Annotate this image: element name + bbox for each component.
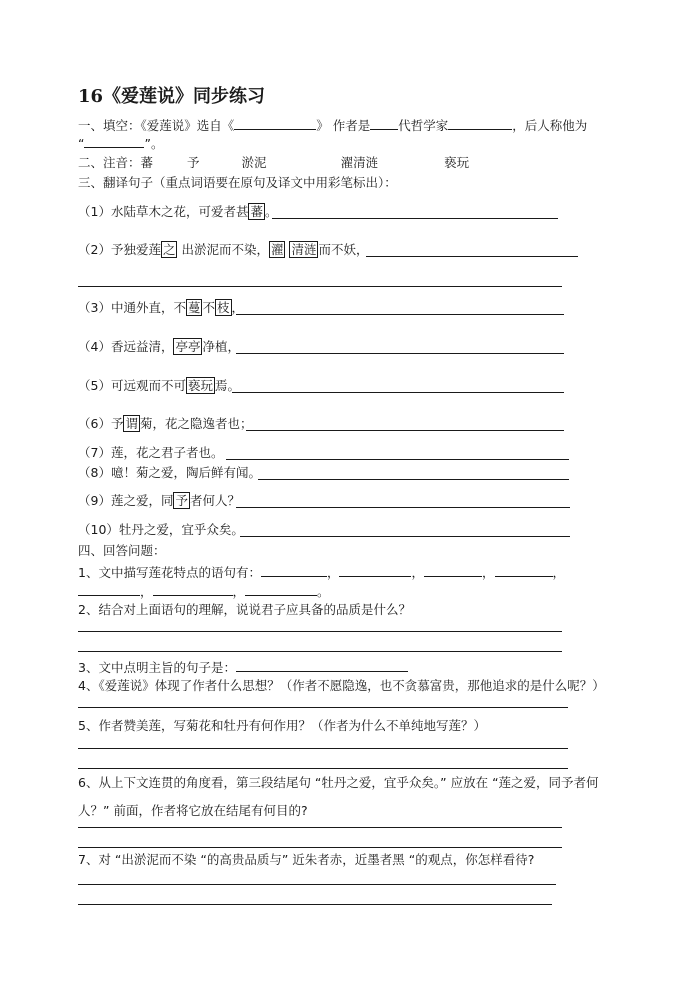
answer-item-5: 5、作者赞美莲，写菊花和牡丹有何作用？（作者为什么不单纯地写莲？） (78, 718, 486, 733)
a3-blank[interactable] (236, 659, 408, 672)
translate-item-6 (78, 416, 252, 432)
a1-blank-1[interactable] (261, 564, 327, 577)
q4-text: （4）香远益清， (78, 339, 174, 354)
q5-post: 焉。 (214, 378, 240, 393)
a1-blank-2[interactable] (339, 564, 411, 577)
q9-post: 者何人？ (189, 493, 240, 508)
answer-item-6-line-1: 6、从上下文连贯的角度看，第三段结尾句 “牡丹之爱，宜乎众矣。” 应放在 “莲之爱，同予者何 (78, 775, 599, 790)
q3-text: （3）中通外直，不 (78, 300, 186, 315)
q6-key-word: 谓 (125, 416, 138, 431)
q3-key-word-1: 蔓 (187, 300, 201, 315)
translate-item-10: （10）牡丹之爱，宜乎众矣。 (78, 522, 244, 537)
pinyin-word-3: 淤泥 (241, 155, 267, 170)
translate-item-8: （8）噫！菊之爱，陶后鲜有闻。 (78, 465, 261, 480)
a7-answer-line-2[interactable] (78, 904, 552, 905)
page-title: 16《爱莲说》同步练习 (78, 86, 266, 107)
answer-line-7[interactable] (226, 459, 569, 460)
a6-answer-line-2[interactable] (78, 847, 562, 848)
q3-key-word-2: 枝 (217, 300, 230, 315)
translate-item-2 (78, 242, 369, 258)
q4-key-word: 亭亭 (175, 339, 201, 354)
pinyin-word-2: 予 (187, 155, 200, 170)
q2-mid-1: 出淤泥而不染， (177, 242, 269, 257)
s1-text-a: 一、填空：《爱莲说》选自《 (78, 118, 235, 133)
a1-text: 1、文中描写莲花特点的语句有： (78, 565, 261, 580)
pinyin-word-1: 蕃 (140, 155, 154, 170)
a3-text: 3、文中点明主旨的句子是： (78, 660, 236, 675)
a5-answer-line-2[interactable] (78, 768, 568, 769)
answer-item-4: 4、《爱莲说》体现了作者什么思想？（作者不愿隐逸，也不贪慕富贵，那他追求的是什么呢？） (78, 678, 605, 693)
q9-text: （9）莲之爱，同 (78, 493, 174, 508)
q3-post: ， (231, 300, 245, 315)
translate-item-1 (78, 204, 278, 220)
pinyin-word-5: 亵玩 (444, 155, 470, 170)
q2-post: 而不妖， (318, 242, 369, 257)
a1-sep: ， (552, 565, 566, 580)
answer-item-6-line-2: 人？” 前面，作者将它放在结尾有何目的? (78, 803, 308, 818)
a1-sep: ， (326, 565, 340, 580)
section-2-pinyin (78, 155, 469, 171)
a1-blank-3[interactable] (424, 564, 482, 577)
answer-line-10[interactable] (240, 536, 570, 537)
answer-line-9[interactable] (236, 507, 570, 508)
s1-text-c: 代哲学家 (398, 118, 449, 133)
a5-answer-line-1[interactable] (78, 748, 568, 749)
q4-post: 净植， (202, 339, 240, 354)
a4-answer-line[interactable] (78, 707, 568, 708)
answer-line-2b[interactable] (78, 286, 562, 287)
answer-line-6[interactable] (246, 430, 564, 431)
translate-item-9 (78, 493, 240, 509)
a2-answer-line-2[interactable] (78, 651, 562, 652)
answer-item-1 (78, 564, 565, 581)
answer-line-3[interactable] (236, 314, 564, 315)
q2-text: （2）予独爱莲 (78, 242, 161, 257)
q3-mid: 不 (202, 300, 215, 315)
answer-line-5[interactable] (232, 392, 564, 393)
a1-sep: ， (140, 584, 153, 599)
a1-blank-6[interactable] (153, 583, 233, 596)
answer-item-3 (78, 659, 408, 676)
translate-item-3 (78, 300, 244, 316)
q9-key-word: 予 (175, 493, 188, 508)
q1-text: （1）水陆草木之花，可爱者甚 (78, 204, 249, 219)
blank-book-source[interactable] (234, 117, 316, 130)
answer-item-7: 7、对 “出淤泥而不染 “的高贵品质与” 近朱者赤，近墨者黑 “的观点，你怎样看待? (78, 852, 535, 867)
a2-answer-line-1[interactable] (78, 631, 562, 632)
a1-sep: ， (232, 584, 246, 599)
a1-blank-7[interactable] (245, 583, 317, 596)
s2-head: 二、注音： (78, 155, 141, 170)
blank-nickname[interactable] (84, 135, 144, 148)
answer-line-4[interactable] (236, 353, 564, 354)
a1-blank-5[interactable] (78, 583, 140, 596)
section-3-heading: 三、翻译句子（重点词语要在原句及译文中用彩笔标出）： (78, 175, 397, 190)
q1-key-word: 蕃 (250, 204, 263, 219)
q1-post: 。 (264, 204, 278, 219)
s1-text-e: “ (78, 136, 85, 151)
q2-key-word-1: 之 (162, 242, 176, 257)
answer-item-1-line-2 (78, 583, 330, 600)
pinyin-word-4: 濯清涟 (340, 155, 379, 170)
s1-text-f: ”。 (144, 136, 164, 151)
blank-dynasty[interactable] (370, 117, 398, 130)
blank-author[interactable] (448, 117, 512, 130)
answer-line-2a[interactable] (366, 256, 578, 257)
a1-sep: ， (482, 565, 495, 580)
q6-post: 菊，花之隐逸者也； (139, 416, 253, 431)
answer-line-1[interactable] (272, 218, 558, 219)
q5-text: （5）可远观而不可 (78, 378, 186, 393)
translate-item-7: （7）莲，花之君子者也。 (78, 445, 224, 460)
translate-item-5 (78, 378, 240, 394)
section-1-fill-blank (78, 117, 587, 134)
q6-text: （6）予 (78, 416, 124, 431)
q2-key-word-3: 清涟 (291, 242, 317, 257)
answer-line-8[interactable] (258, 479, 569, 480)
section-4-heading: 四、回答问题： (78, 543, 166, 558)
section-1-line-2 (78, 135, 163, 152)
a6-answer-line-1[interactable] (78, 827, 562, 828)
translate-item-4 (78, 339, 240, 355)
q5-key-word: 亵玩 (187, 378, 213, 393)
answer-item-2: 2、结合对上面语句的理解，说说君子应具备的品质是什么？ (78, 602, 411, 617)
q2-key-word-2: 濯 (270, 242, 284, 257)
a1-blank-4[interactable] (495, 564, 553, 577)
a7-answer-line-1[interactable] (78, 884, 556, 885)
s1-text-b: 》 作者是 (316, 118, 371, 133)
a1-sep: ， (411, 565, 424, 580)
a1-end: 。 (317, 584, 330, 599)
s1-text-d: ，后人称他为 (512, 118, 588, 133)
